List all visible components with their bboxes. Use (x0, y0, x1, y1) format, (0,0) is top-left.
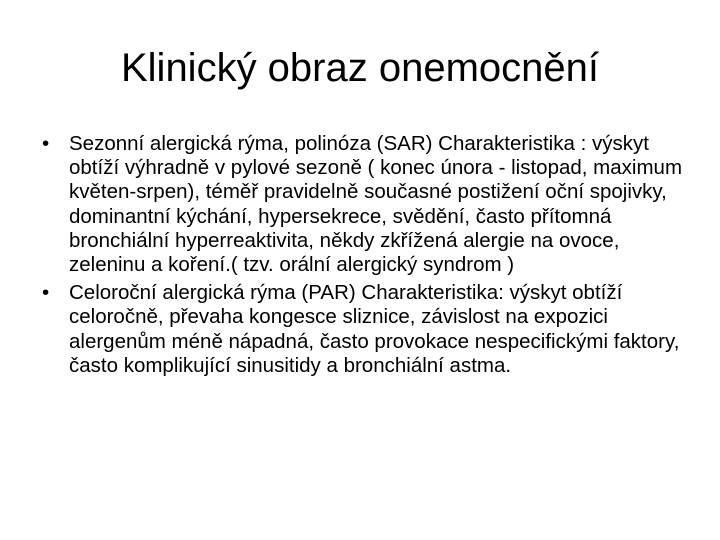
bullet-item-sar (42, 132, 688, 277)
bullet-list (42, 132, 688, 382)
bullet-text-sar: Sezonní alergická rýma, polinóza (SAR) Charakteristika : výskyt obtíží výhradně v pylové sezoně ( konec února - listopad, maximum květen-srpen), téměř pravidelně současné postižení oční spojivky, dominantní kýchání, hypersekrece, svědění, často přítomná bronchiální hyperreaktivita, někdy zkřížená alergie na ovoce, zeleninu a koření.( tzv. orální alergický syndrom ) (69, 132, 683, 277)
bullet-item-par (42, 281, 688, 378)
bullet-dot-icon: • (42, 132, 50, 155)
bullet-dot-icon: • (42, 281, 50, 305)
bullet-text-par: Celoroční alergická rýma (PAR) Charakteristika: výskyt obtíží celoročně, převaha kongesce sliznice, závislost na expozici alergenům méně nápadná, často provokace nespecifickými faktory, často komplikující sinusitidy a bronchiální astma. (69, 281, 680, 377)
slide-title: Klinický obraz onemocnění (120, 46, 600, 90)
